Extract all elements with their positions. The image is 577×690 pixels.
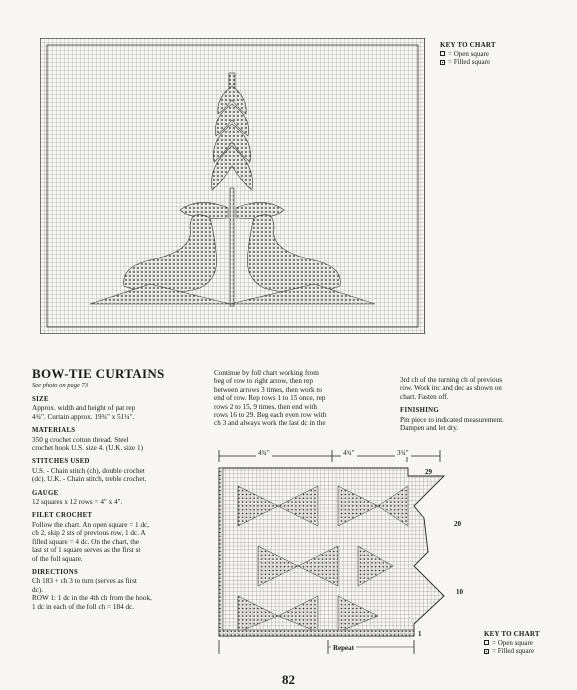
key-to-chart-bottom (484, 630, 540, 656)
row-number: 10 (456, 588, 463, 596)
size-line: Approx. width and height of pat rep (32, 404, 136, 413)
filet-line: ch 2, skip 2 sts of previous row, 1 dc. A (32, 529, 146, 538)
open-square-icon (484, 640, 489, 645)
page-number: 82 (282, 672, 295, 687)
row-number: 1 (418, 630, 422, 638)
filet-line: Follow the chart. An open square = 1 dc, (32, 520, 150, 529)
continue-line: rows 16 to 29. Beg each even row with (214, 411, 327, 420)
directions-line: ROW 1: 1 dc in the 4th ch from the hook, (32, 594, 152, 603)
instructions-column-1 (32, 390, 212, 611)
directions-heading: DIRECTIONS (32, 568, 79, 576)
repeat-label: Repeat (333, 644, 354, 652)
continue-line: between arrows 3 times, then work to (214, 385, 322, 394)
row-number: 29 (425, 468, 432, 476)
continue-line: rows 2 to 15, 9 times, then end with (214, 402, 318, 411)
size-line: 4¾". Curtain approx. 19¾" x 51¼". (32, 412, 135, 421)
size-heading: SIZE (32, 396, 49, 403)
continue-line: ch 3 and always work the last dc in the (214, 419, 326, 428)
filet-line: last st of 1 square serves as the first st (32, 546, 141, 555)
materials-line: crochet hook U.S. size 4. (U.K. size 1) (32, 444, 143, 453)
key-title: KEY TO CHART (440, 41, 496, 49)
finishing-line: Pin piece to indicated measurement. (400, 415, 504, 424)
continue-line: beg of row to right arrow, then rep (214, 377, 313, 386)
materials-line: 350 g crochet cotton thread. Steel (32, 435, 129, 444)
filet-line: filled square = 4 dc. On the chart, the (32, 537, 140, 546)
pattern-title: BOW-TIE CURTAINS (32, 366, 165, 381)
materials-heading: MATERIALS (32, 427, 76, 435)
continue-line: Continue by foll chart working from (214, 369, 319, 377)
key-title: KEY TO CHART (484, 630, 540, 638)
pattern-subtitle: See photo on page 73 (32, 382, 88, 389)
finishing-line: Dampen and let dry. (400, 424, 459, 433)
key-filled-label: = Filled square (448, 58, 491, 66)
instructions-column-3 (400, 376, 570, 432)
row-number: 20 (454, 520, 461, 528)
filled-square-icon (440, 60, 445, 65)
filled-square-icon (484, 649, 489, 654)
repeat-bar (218, 640, 418, 654)
continue-line: end of row. Rep rows 1 to 15 once, rep (214, 394, 326, 403)
filet-heading: FILET CROCHET (32, 512, 93, 520)
measure-label: 4¾" (258, 449, 270, 457)
stitches-line: (dc). U.K. - Chain stitch, treble crochet. (32, 475, 147, 484)
open-square-icon (440, 51, 445, 56)
directions-line: Ch 183 + ch 3 to turn (serves as first (32, 577, 137, 586)
swan-filet-chart (40, 38, 425, 334)
key-to-chart-top (440, 41, 496, 67)
gauge-line: 12 squares x 12 rows = 4" x 4". (32, 498, 123, 507)
key-filled-label: = Filled square (492, 647, 535, 655)
continue-line: row. Work inc and dec as shown on (400, 384, 502, 393)
continue-line: chart. Fasten off. (400, 392, 449, 401)
measure-label: 3¾" (397, 449, 409, 457)
directions-line: 1 dc in each of the foll ch = 184 dc. (32, 602, 135, 611)
instructions-column-2 (214, 369, 384, 428)
bow-tie-filet-chart (218, 466, 454, 640)
stitches-line: U.S. - Chain stitch (ch), double crochet (32, 466, 145, 475)
filet-line: of the foll square. (32, 554, 83, 563)
stitches-heading: STITCHES USED (32, 458, 90, 466)
measure-label: 4¾" (343, 449, 355, 457)
finishing-heading: FINISHING (400, 407, 439, 415)
gauge-heading: GAUGE (32, 489, 59, 497)
continue-line: 3rd ch of the turning ch of previous (400, 376, 502, 384)
key-open-label: = Open square (448, 49, 489, 58)
directions-line: dc). (32, 585, 43, 594)
key-open-label: = Open square (492, 638, 533, 647)
